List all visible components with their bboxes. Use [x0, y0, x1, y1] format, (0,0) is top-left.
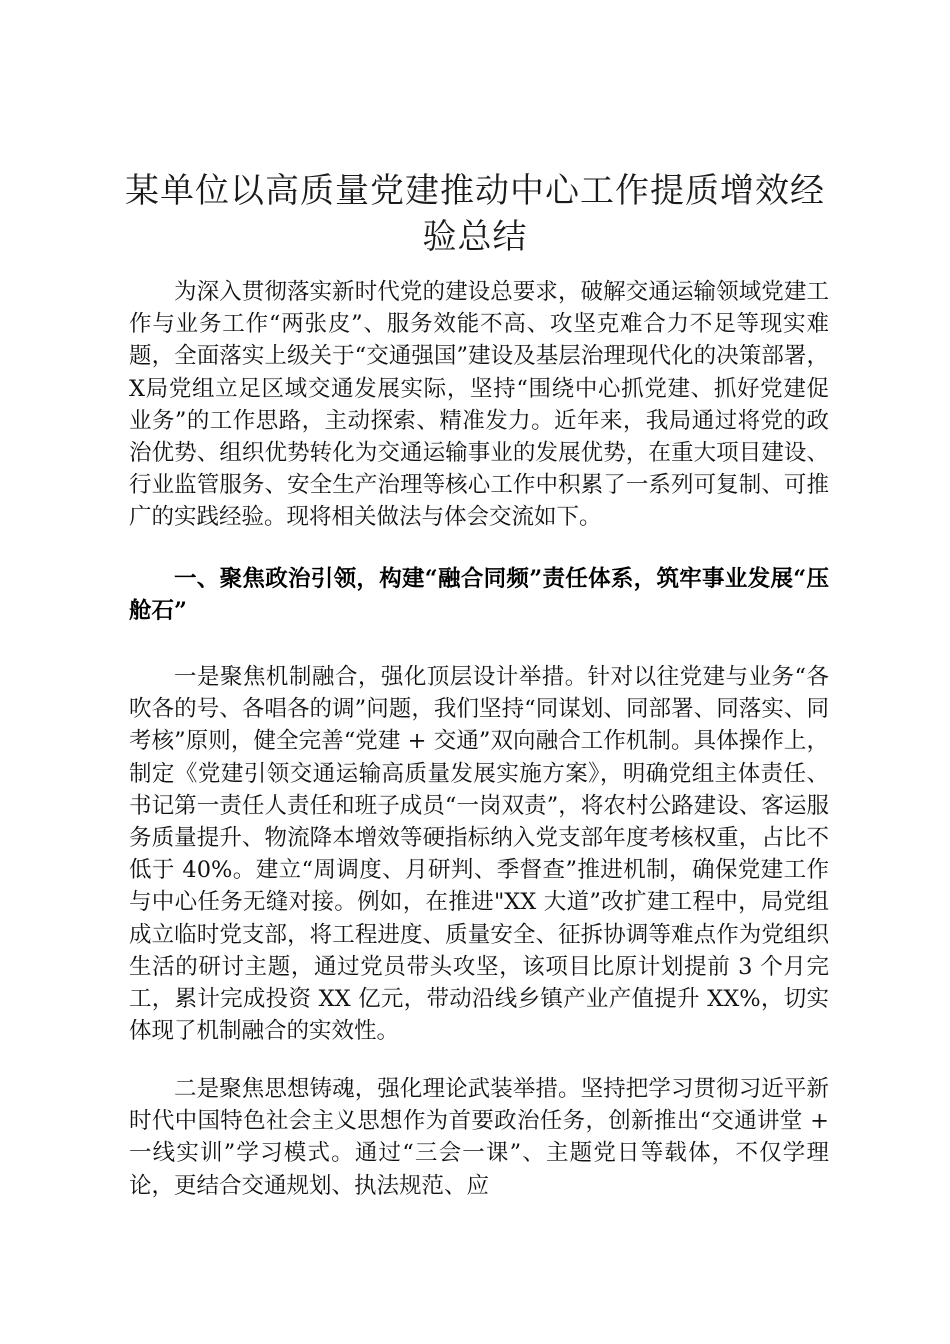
section-heading-1: 一、聚焦政治引领，构建“融合同频”责任体系，筑牢事业发展“压舱石”	[129, 566, 829, 625]
document-title: 某单位以高质量党建推动中心工作提质增效经验总结	[125, 171, 825, 257]
paragraph-ideological-guidance: 二是聚焦思想铸魂，强化理论武装举措。坚持把学习贯彻习近平新时代中国特色社会主义思想作为首要政治任务，创新推出“交通讲堂 + 一线实训”学习模式。通过“三会一课”、主题党日等载体，不仅学理论，更结合交通规划、执法规范、应	[129, 1076, 829, 1199]
paragraph-mechanism-integration: 一是聚焦机制融合，强化顶层设计举措。针对以往党建与业务“各吹各的号、各唱各的调”问题，我们坚持“同谋划、同部署、同落实、同考核”原则，健全完善“党建 + 交通”双向融合工作机制。具体操作上，制定《党建引领交通运输高质量发展实施方案》，明确党组主体责任、书记第一责任人责任和班子成员“一岗双责”，将农村公路建设、客运服务质量提升、物流降本增效等硬指标纳入党支部年度考核权重，占比不低于 40%。建立“周调度、月研判、季督查”推进机制，确保党建工作与中心任务无缝对接。例如，在推进"XX 大道”改扩建工程中，局党组成立临时党支部，将工程进度、质量安全、征拆协调等难点作为党组织生活的研讨主题，通过党员带头攻坚，该项目比原计划提前 3 个月完工，累计完成投资 XX 亿元，带动沿线乡镇产业产值提升 XX%，切实体现了机制融合的实效性。	[129, 664, 829, 1045]
intro-paragraph: 为深入贯彻落实新时代党的建设总要求，破解交通运输领域党建工作与业务工作“两张皮”、服务效能不高、攻坚克难合力不足等现实难题，全面落实上级关于“交通强国”建设及基层治理现代化的决策部署，X局党组立足区域交通发展实际，坚持“围绕中心抓党建、抓好党建促业务”的工作思路，主动探索、精准发力。近年来，我局通过将党的政治优势、组织优势转化为交通运输事业的发展优势，在重大项目建设、行业监管服务、安全生产治理等核心工作中积累了一系列可复制、可推广的实践经验。现将相关做法与体会交流如下。	[129, 279, 829, 531]
